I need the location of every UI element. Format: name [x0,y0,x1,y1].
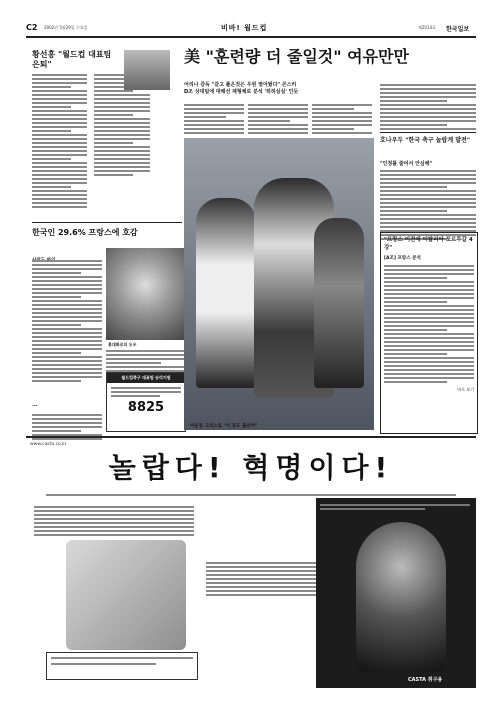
left-third-title: ... [32,402,38,408]
player-figure-right [314,218,364,388]
ad-callout-box [46,652,198,680]
right-top-headline: 호나우두 "한국 축구 놀랍게 발전" [380,137,470,144]
ad-feature-list [34,504,194,538]
issue-date: 2002년 5월29일 수요일 [44,25,88,30]
ad-model-image [356,522,446,672]
player-figure-left [196,198,256,388]
main-col-2 [248,102,308,136]
issue-badge: 제2014호 [418,25,436,30]
left-ad-body [107,383,185,401]
left-lead-body [32,72,152,222]
second-headline: 한국인 29.6% 프랑스에 호감 [32,228,138,237]
main-subheads [184,82,376,96]
right-box-byline: 바로 보기 [457,387,474,392]
left-ad-title: 월드컵축구 대표팀 승리기원 [107,373,185,383]
main-subhead-2: D조 상대팀에 대해선 제형체로 분석 '허허실실' 인듯 [184,89,299,95]
right-quote-1: "인정률 줄여서 안심해" [380,161,433,167]
right-box-headline: "프랑스 이전에 이탈리아 포르투갈 4강" [384,237,473,251]
ad-top-rule [26,436,476,438]
right-box-sublabel: [A조] 프랑스 분석 [384,256,421,261]
header-rule [26,36,476,38]
left-article-lead [32,50,117,70]
main-col-3 [312,102,372,136]
newspaper-name: 한국일보 [446,26,470,33]
small-title-box [32,246,102,256]
section-title: 비바! 월드컵 [221,24,268,32]
main-col-1 [184,102,244,136]
page-header [26,22,476,36]
right-box-body [381,261,477,387]
ad-right-panel [316,498,476,688]
ad-url: www.casta.co.kr [30,442,67,447]
page-number: C2 [26,23,38,32]
main-subhead-1: 어리나 감독 "갈고 풀은것은 우원 열어뒀다" 콘스러 [184,82,297,88]
left-ad-box [106,372,186,432]
main-headline-bar [184,42,476,72]
ad-product-image-left [66,540,186,650]
right-rule-top [380,132,476,133]
left-caption-1: 홍대화로의 도우 [108,342,137,347]
right-box [380,232,478,434]
main-headline: 美 "훈련량 더 줄일것" 여유만만 [184,47,409,66]
left-second-body [32,258,102,384]
lead-headline: 황선홍 "월드컵 대표팀 은퇴" [32,50,112,69]
main-photo-caption: 이운동 크리스토 "이 동도 흘러야" [190,424,258,429]
left-article-second [32,228,182,238]
left-portrait-photo [106,248,184,340]
ad-brand: CASTA 취구용 [408,677,443,683]
main-soccer-photo [184,138,374,430]
right-top-body [380,168,476,242]
left-small-photo [124,50,170,90]
ad-right-copy [320,502,470,512]
left-divider [32,222,182,223]
ad-headline: 놀랍다! 혁명이다! [108,451,394,484]
main-side-body [380,82,476,132]
body-col-1 [32,72,87,210]
left-ad-number: 8825 [127,400,165,415]
main-body [184,102,376,138]
footer-ad [26,442,476,692]
left-third-body [32,412,102,446]
